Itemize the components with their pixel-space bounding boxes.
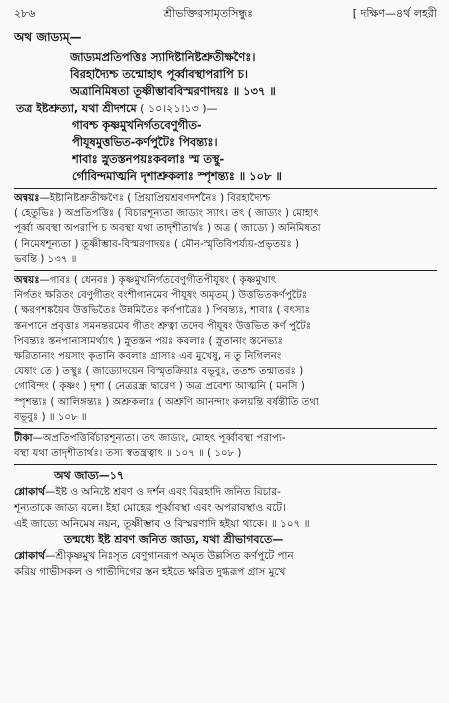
commentary-line: স্পৃশন্ত্যঃ ( আলিঙ্গন্ত্যঃ ) অশ্রুকলাঃ ( অশ্রুণি আনন্দাং কলয়ন্তি বর্ষন্তীতি তথা (14, 396, 319, 408)
sloka-label: শ্লোকার্থ (14, 486, 46, 499)
translation-line: শ্লোকার্থ—শ্রীকৃষ্ণমুখ নিঃসৃত বেণুগানরূপ অমৃত উল্লসিত কর্ণপুটে পান (14, 550, 294, 563)
commentary-line: টীকা—অপ্রতিপত্তির্বিচারশূন্যতা। তৎ জাড্যং, মোহৎ পূর্ব্বাবস্থা পরাপ্য- (14, 433, 286, 445)
citation-lead: তত্র ইষ্টশ্রুত্যা, যথা শ্রীদশমে (16, 102, 137, 115)
tika-label: টীকা (14, 433, 33, 445)
subsection-heading: অথ জাড্য—১৭ (54, 469, 125, 483)
divider (14, 270, 437, 271)
commentary-line: অন্বয়ঃ—ইষ্টানিষ্টশ্রুতীক্ষণৈঃ ( প্রিয়াপ্রিয়শ্রবণদর্শনৈঃ ) বিরহাদ্যৈশ্চ (14, 193, 271, 204)
commentary-line: বভূবুঃ ) ॥ ১০৮ ॥ (14, 411, 87, 423)
divider (14, 428, 437, 429)
verse-line: অত্রানিমিষতা তূষ্ণীম্ভাববিস্মরণাদয়ঃ ॥ ১৩৭ ॥ (70, 84, 276, 98)
book-title: শ্রীভক্তিরসামৃতসিন্ধুঃ (163, 7, 254, 20)
section-label: [ দক্ষিণ—৪র্থ লহরী (352, 7, 437, 20)
commentary-line: ক্ষরিতানাং পয়সাং কৃতানি কবলাঃ গ্রাসাঃ এব মুখেষু, ন তু নিগিলনং (14, 351, 282, 363)
commentary-line: ( ক্ষরণশঙ্কয়ৈব উত্তভিতৈঃ উন্নমিতৈঃ কর্ণপাত্রৈঃ ) পিবন্ত্যঃ, শাবাঃ ( বৎসাঃ (14, 305, 310, 317)
subsection-heading: তন্মধ্যে ইষ্ট শ্রবণ জনিত জাড্য, যথা শ্রীভাগবতে— (64, 533, 284, 547)
verse-137 (14, 49, 437, 100)
divider (14, 188, 437, 189)
anvaya-137 (14, 191, 437, 267)
verse-line: শাবাঃ স্নুতস্তনপয়ঃকবলাঃ স্ম তস্থু- (72, 152, 225, 166)
tika-commentary (14, 431, 437, 461)
section-heading: অথ জাড্যম্‌— (14, 30, 82, 44)
page-number: ২৮৬ (14, 7, 36, 20)
commentary-line: পিবন্ত্যঃ স্তনপানাসামর্থ্যাৎ ) স্নুতস্তন পয়ঃ কবলাঃ ( স্নুতানাং স্তনেভ্যঃ (14, 335, 283, 347)
sloka-label: শ্লোকার্থ (14, 550, 46, 563)
bengali-translation (14, 468, 437, 580)
translation-line: শূন্যতাকে জাড্য বলে। ইহা মোহের পূর্ব্বাবস্থা এবং অপরাবস্থাও বটে। (14, 502, 286, 515)
commentary-line: স্তনপানে প্রবৃত্তাঃ সমনন্তরমেব গীতং শ্রুত্বা তদেব পীযূষং উত্তভিত কর্ণ পুটৈঃ (14, 320, 312, 332)
commentary-line: পূর্ব্বা অবস্থা অপরাপি চ অবস্থা যথা তাদৃশীতার্থঃ ) অত্র ( জাড্যে ) অনিমিষতা (14, 223, 321, 235)
commentary-line: অন্বয়ঃ—গাবঃ ( ধেনবঃ ) কৃষ্ণমুখনির্গতবেণুগীতপীযূষং ( কৃষ্ণমুখাৎ (14, 275, 277, 287)
anvaya-108 (14, 273, 437, 425)
translation-line: শ্লোকার্থ—ইষ্ট ও অনিষ্টে শ্রবণ ও দর্শন এবং বিরহাদি জনিত বিচার- (14, 486, 281, 499)
citation-line (14, 100, 437, 117)
commentary-line: যেষাং তে ) তস্থুঃ ( জাড্যোদয়েন বিস্মৃতক্রিয়াঃ বভূবুঃ, ততশ্চ তন্মাতরঃ ) (14, 366, 304, 378)
commentary-line: ( হেতুভিঃ ) অপ্রতিপত্তিঃ ( বিচারশূন্যতা জাড্যং স্যাৎ। তৎ ( জাড্যং ) মোহাৎ (14, 208, 319, 220)
commentary-line: নির্গতং ক্ষরিতং বেণুগীতং বংশীগানমেব পীযূষং অমৃতম্‌ ) উত্তভিতকর্ণপুটৈঃ (14, 290, 308, 302)
commentary-line: ( নিমেষশূন্যতা ) তূষ্ণীম্ভাব-বিস্মরণাদয়ঃ ( মৌন-স্মৃতিবিপর্য্যয়-প্রভৃতয়ঃ ) (14, 238, 299, 250)
commentary-line: গোবিন্দং ( কৃষ্ণং ) দৃশা ( নেত্ররন্ধ্র দ্বারেণ ) অত্র প্রবেশ্য আত্মনি ( মনসি ) (14, 381, 305, 393)
verse-line: বিরহাদ্যৈশ্চ তন্মোহাৎ পূর্ব্বাবস্থাপরাপি চ। (70, 67, 248, 81)
running-header (14, 6, 437, 24)
commentary-line: বস্থা যথা তাদৃশীতার্থঃ। তস্য স্বতন্ত্রত্বাৎ ॥ ১০৭ ॥ ( ১০৮ ) (14, 448, 242, 460)
divider (14, 464, 437, 465)
commentary-line: ভবন্তি ) ১৩৭ ॥ (14, 253, 77, 265)
citation-ref: ( ১০।২১।১৩ )— (136, 102, 218, 115)
translation-line: করিয় গাভীসকল ও গাভীদিগের স্তন হইতে ক্ষরিত দুগ্ধরূপ গ্রাস মুখে (14, 566, 286, 579)
translation-line: এই জাড্যে অনিমেষ নয়ন, তূষ্ণীম্ভাব ও বিস্মরণাদি হইয়া থাকে। ॥ ১০৭ ॥ (14, 518, 310, 531)
verse-line: গাবশ্চ কৃষ্ণমুখনির্গতবেণুগীত- (72, 118, 202, 132)
anvaya-label: অন্বয়ঃ (14, 275, 40, 287)
verse-108 (14, 117, 437, 185)
anvaya-label: অন্বয়ঃ (14, 193, 40, 204)
verse-line: পীযূষমুত্তভিত-কর্ণপুটৈঃ পিবন্ত্যঃ। (72, 135, 218, 149)
verse-line: র্গোবিন্দমাত্মনি দৃশাশ্রুকলাঃ স্পৃশন্ত্যঃ ॥ ১০৮ ॥ (72, 169, 282, 183)
verse-line: জাড্যমপ্রতিপত্তিঃ স্যাদিষ্টানিষ্টশ্রুতীক্ষণৈঃ। (70, 50, 256, 64)
